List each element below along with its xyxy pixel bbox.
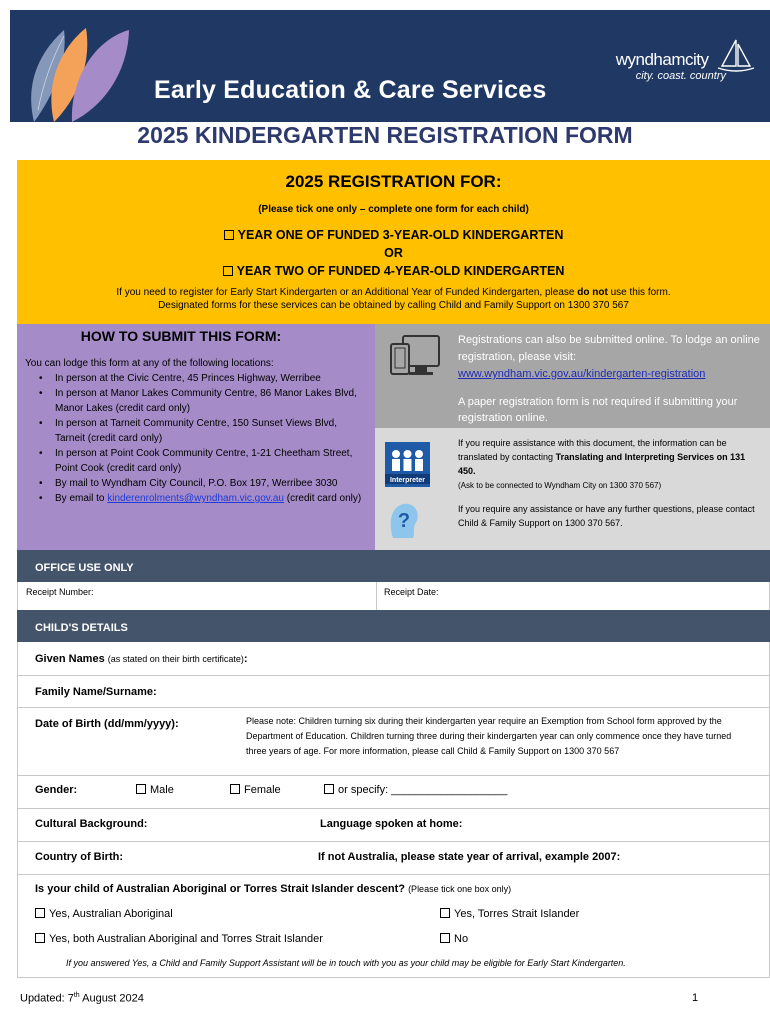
- how-to-submit-box: [17, 324, 375, 550]
- location-text: By mail to Wyndham City Council, P.O. Box 197, Werribee 3030: [55, 478, 338, 489]
- bullet-icon: •: [39, 388, 43, 399]
- no-label: No: [454, 933, 469, 945]
- checkbox-specify[interactable]: [324, 784, 334, 794]
- option-aboriginal[interactable]: [35, 908, 173, 920]
- location-text: In person at Tarneit Community Centre, 150 Sunset Views Blvd, Tarneit (credit card only): [55, 418, 337, 444]
- checkbox-year-two[interactable]: [223, 266, 233, 276]
- gender-female-option[interactable]: [230, 784, 281, 796]
- header-banner: [10, 10, 770, 122]
- option-year-one-label: YEAR ONE OF FUNDED 3-YEAR-OLD KINDERGARTEN: [237, 228, 564, 242]
- cultural-row[interactable]: [17, 809, 770, 842]
- country-of-birth-label: Country of Birth:: [35, 851, 123, 863]
- help-box: [375, 428, 770, 550]
- question-head-icon: [387, 500, 421, 540]
- location-text: In person at Point Cook Community Centre, 1-21 Cheetham Street, Point Cook (credit card only): [55, 448, 353, 474]
- dob-note: Please note: Children turning six during their kindergarten year require an Exemption from School form approved by the Department of Education. Children turning three during their kindergarten year can only commence once they have turned three years of age. For more information, please call Child & Family Support on 1300 370 567: [246, 716, 732, 756]
- online-description: Registrations can also be submitted online. To lodge an online registration, please visit:: [458, 334, 760, 363]
- gender-male-option[interactable]: [136, 784, 174, 796]
- registration-box: [17, 160, 770, 324]
- svg-text:?: ?: [397, 510, 411, 532]
- bullet-icon: •: [39, 448, 43, 459]
- location-text: In person at the Civic Centre, 45 Princes Highway, Werribee: [55, 373, 321, 384]
- aboriginal-question-text: Is your child of Australian Aboriginal or Torres Strait Islander descent?: [35, 883, 405, 895]
- given-names-text: Given Names: [35, 653, 105, 665]
- updated-suffix: August 2024: [79, 992, 144, 1005]
- dob-row[interactable]: [17, 708, 770, 776]
- given-names-row[interactable]: [17, 642, 770, 676]
- bullet-icon: •: [39, 418, 43, 429]
- list-item: [39, 386, 369, 416]
- email-prefix: By email to: [55, 493, 108, 504]
- both-label: Yes, both Australian Aboriginal and Torres Strait Islander: [49, 933, 323, 945]
- interpreter-icon-label: Interpreter: [389, 477, 426, 484]
- registration-note-part1: If you need to register for Early Start Kindergarten or an Additional Year of Funded Kindergarten, please: [116, 287, 578, 298]
- family-name-label: Family Name/Surname:: [35, 686, 157, 698]
- registration-heading: 2025 REGISTRATION FOR:: [285, 172, 502, 191]
- checkbox-aboriginal[interactable]: [35, 908, 45, 918]
- office-use-bar: OFFICE USE ONLY: [17, 550, 770, 582]
- checkbox-year-one[interactable]: [224, 230, 234, 240]
- registration-note-part2: use this form.: [607, 287, 671, 298]
- translate-text: [458, 436, 763, 493]
- given-names-note: (as stated on their birth certificate): [107, 654, 244, 664]
- online-registration-link[interactable]: www.wyndham.vic.gov.au/kindergarten-registration: [458, 368, 706, 380]
- cultural-background-label: Cultural Background:: [35, 818, 148, 830]
- family-name-row[interactable]: [17, 676, 770, 708]
- male-label: Male: [150, 784, 174, 796]
- aboriginal-note: (Please tick one box only): [408, 884, 512, 894]
- translate-note: (Ask to be connected to Wyndham City on 1300 370 567): [458, 481, 662, 490]
- wyndham-logo: [616, 50, 726, 82]
- given-names-label: [35, 653, 248, 665]
- location-text: In person at Manor Lakes Community Centre, 86 Manor Lakes Blvd, Manor Lakes (credit card only): [55, 388, 357, 414]
- updated-prefix: Updated: 7: [20, 992, 74, 1005]
- list-item: [39, 371, 369, 386]
- option-year-two-label: YEAR TWO OF FUNDED 4-YEAR-OLD KINDERGARTEN: [236, 264, 565, 278]
- childs-details-bar: CHILD'S DETAILS: [17, 610, 770, 642]
- interpreter-figures-icon: [385, 442, 430, 487]
- or-label: OR: [384, 246, 403, 260]
- logo-brand: wyndhamcity: [615, 50, 709, 69]
- option-year-one: [17, 226, 770, 244]
- gender-specify-option[interactable]: [324, 784, 507, 796]
- language-label: Language spoken at home:: [320, 818, 463, 830]
- sailboat-icon: [716, 38, 756, 72]
- banner-title: Early Education & Care Services: [154, 76, 547, 104]
- early-start-note: If you answered Yes, a Child and Family Support Assistant will be in touch with you as your child may be eligible for Early Start Kindergarten.: [66, 958, 626, 968]
- translate-bold: Translating and Interpreting Services on 131 450.: [458, 452, 746, 476]
- checkbox-both[interactable]: [35, 933, 45, 943]
- given-names-colon: :: [243, 653, 248, 665]
- page-number: 1: [692, 992, 699, 1004]
- online-text: [458, 332, 768, 383]
- receipt-number-label: Receipt Number:: [26, 587, 94, 597]
- country-row[interactable]: [17, 842, 770, 875]
- checkbox-torres[interactable]: [440, 908, 450, 918]
- gender-label: Gender:: [35, 784, 78, 796]
- locations-list: [39, 371, 375, 506]
- devices-icon: [389, 334, 441, 382]
- checkbox-no[interactable]: [440, 933, 450, 943]
- logo-tagline: city. coast. country: [635, 70, 726, 82]
- registration-instruction: (Please tick one only – complete one form for each child): [258, 204, 529, 215]
- email-link[interactable]: kinderenrolments@wyndham.vic.gov.au: [107, 493, 284, 504]
- receipt-date-label: Receipt Date:: [384, 587, 439, 597]
- email-suffix: (credit card only): [283, 493, 362, 504]
- registration-note-bold: do not: [577, 287, 608, 298]
- how-to-intro: You can lodge this form at any of the following locations:: [25, 358, 274, 369]
- torres-label: Yes, Torres Strait Islander: [454, 908, 580, 920]
- aboriginal-question: [35, 883, 511, 895]
- updated-date: [20, 992, 144, 1005]
- option-year-two: [17, 262, 770, 280]
- form-title: 2025 KINDERGARTEN REGISTRATION FORM: [137, 122, 633, 148]
- how-to-title: HOW TO SUBMIT THIS FORM:: [80, 328, 282, 344]
- interpreter-icon: [385, 442, 430, 487]
- registration-note: [17, 286, 770, 312]
- paper-not-required-note: A paper registration form is not required if submitting your registration online.: [458, 396, 738, 424]
- aboriginal-label: Yes, Australian Aboriginal: [49, 908, 173, 920]
- year-of-arrival-label: If not Australia, please state year of arrival, example 2007:: [318, 851, 621, 863]
- divider: [376, 582, 377, 610]
- gender-row: [17, 776, 770, 809]
- list-item: [39, 416, 369, 446]
- option-both[interactable]: [35, 933, 323, 945]
- list-item: [39, 476, 369, 491]
- option-torres[interactable]: [440, 908, 579, 920]
- updated-sup: th: [73, 992, 80, 999]
- bullet-icon: •: [39, 373, 43, 384]
- checkbox-female[interactable]: [230, 784, 240, 794]
- leaves-graphic-icon: [24, 10, 134, 122]
- bullet-icon: •: [39, 478, 43, 489]
- list-item: [39, 446, 369, 476]
- specify-label: or specify: ___________________: [338, 784, 508, 796]
- bullet-icon: •: [39, 493, 43, 504]
- female-label: Female: [244, 784, 281, 796]
- list-item: [39, 491, 369, 506]
- option-no[interactable]: [440, 933, 468, 945]
- assistance-text: If you require any assistance or have any further questions, please contact Child & Family Support on 1300 370 567.: [458, 504, 755, 528]
- aboriginal-row: [17, 875, 770, 978]
- online-registration-box: [375, 324, 770, 428]
- registration-note-line2: Designated forms for these services can be obtained by calling Child and Family Support on 1300 370 567: [158, 300, 629, 311]
- checkbox-male[interactable]: [136, 784, 146, 794]
- dob-label: Date of Birth (dd/mm/yyyy):: [35, 718, 179, 730]
- translate-part1: If you require assistance with this document, the information can be translated by contacting: [458, 438, 727, 462]
- office-use-row: [17, 582, 770, 610]
